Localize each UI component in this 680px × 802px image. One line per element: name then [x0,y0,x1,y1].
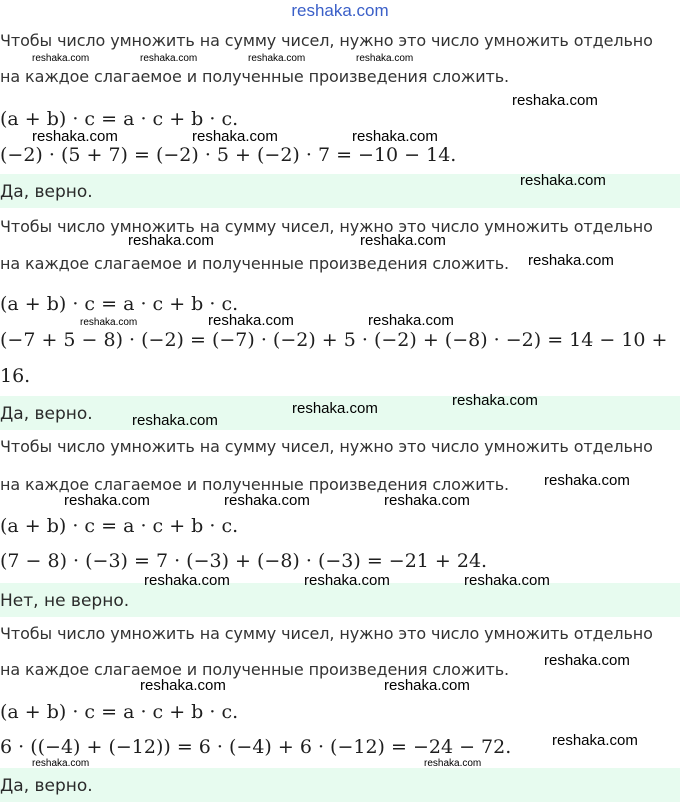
watermark: reshaka.com [32,53,90,64]
answer-2: Да, верно. [0,404,93,424]
watermark: reshaka.com [384,492,470,509]
watermark: reshaka.com [224,492,310,509]
watermark: reshaka.com [292,400,378,417]
watermark: reshaka.com [132,412,218,429]
expression-2-continued: 16. [0,365,31,387]
watermark: reshaka.com [140,53,198,64]
watermark: reshaka.com [384,677,470,694]
watermark: reshaka.com [32,128,118,145]
site-header[interactable]: reshaka.com [291,1,389,20]
watermark: reshaka.com [80,317,138,328]
watermark: reshaka.com [128,232,214,249]
watermark: reshaka.com [424,758,482,769]
expression-3: (7 − 8) · (−3) = 7 · (−3) + (−8) · (−3) = −21 + 24. [0,550,488,572]
expression-1: (−2) · (5 + 7) = (−2) · 5 + (−2) · 7 = −10 − 14. [0,144,457,166]
rule-text-line1: Чтобы число умножить на сумму чисел, нужно это число умножить отдельно [0,217,653,236]
rule-formula: (a + b) · c = a · c + b · c. [0,293,239,315]
rule-text-line2: на каждое слагаемое и полученные произведения сложить. [0,475,510,494]
rule-text-line2: на каждое слагаемое и полученные произведения сложить. [0,660,510,679]
rule-text-line1: Чтобы число умножить на сумму чисел, нужно это число умножить отдельно [0,624,653,643]
watermark: reshaka.com [64,492,150,509]
watermark: reshaka.com [544,652,630,669]
rule-formula: (a + b) · c = a · c + b · c. [0,515,239,537]
answer-3: Нет, не верно. [0,591,130,611]
answer-4: Да, верно. [0,776,93,796]
watermark: reshaka.com [192,128,278,145]
watermark: reshaka.com [464,572,550,589]
watermark: reshaka.com [368,312,454,329]
watermark: reshaka.com [140,677,226,694]
watermark: reshaka.com [452,392,538,409]
watermark: reshaka.com [208,312,294,329]
watermark: reshaka.com [248,53,306,64]
rule-formula: (a + b) · c = a · c + b · c. [0,701,239,723]
watermark: reshaka.com [32,758,90,769]
rule-text-line1: Чтобы число умножить на сумму чисел, нужно это число умножить отдельно [0,31,653,50]
watermark: reshaka.com [360,232,446,249]
watermark: reshaka.com [144,572,230,589]
watermark: reshaka.com [552,732,638,749]
watermark: reshaka.com [356,53,414,64]
watermark: reshaka.com [352,128,438,145]
answer-1: Да, верно. [0,182,93,202]
watermark: reshaka.com [520,172,606,189]
rule-formula: (a + b) · c = a · c + b · c. [0,108,239,130]
rule-text-line2: на каждое слагаемое и полученные произведения сложить. [0,254,510,273]
expression-4: 6 · ((−4) + (−12)) = 6 · (−4) + 6 · (−12) = −24 − 72. [0,736,512,758]
rule-text-line1: Чтобы число умножить на сумму чисел, нужно это число умножить отдельно [0,437,653,456]
watermark: reshaka.com [528,252,614,269]
watermark: reshaka.com [544,472,630,489]
expression-2: (−7 + 5 − 8) · (−2) = (−7) · (−2) + 5 · (−2) + (−8) · −2) = 14 − 10 + [0,329,668,351]
answer-band-4 [0,768,680,802]
rule-text-line2: на каждое слагаемое и полученные произведения сложить. [0,67,510,86]
watermark: reshaka.com [304,572,390,589]
watermark: reshaka.com [512,92,598,109]
